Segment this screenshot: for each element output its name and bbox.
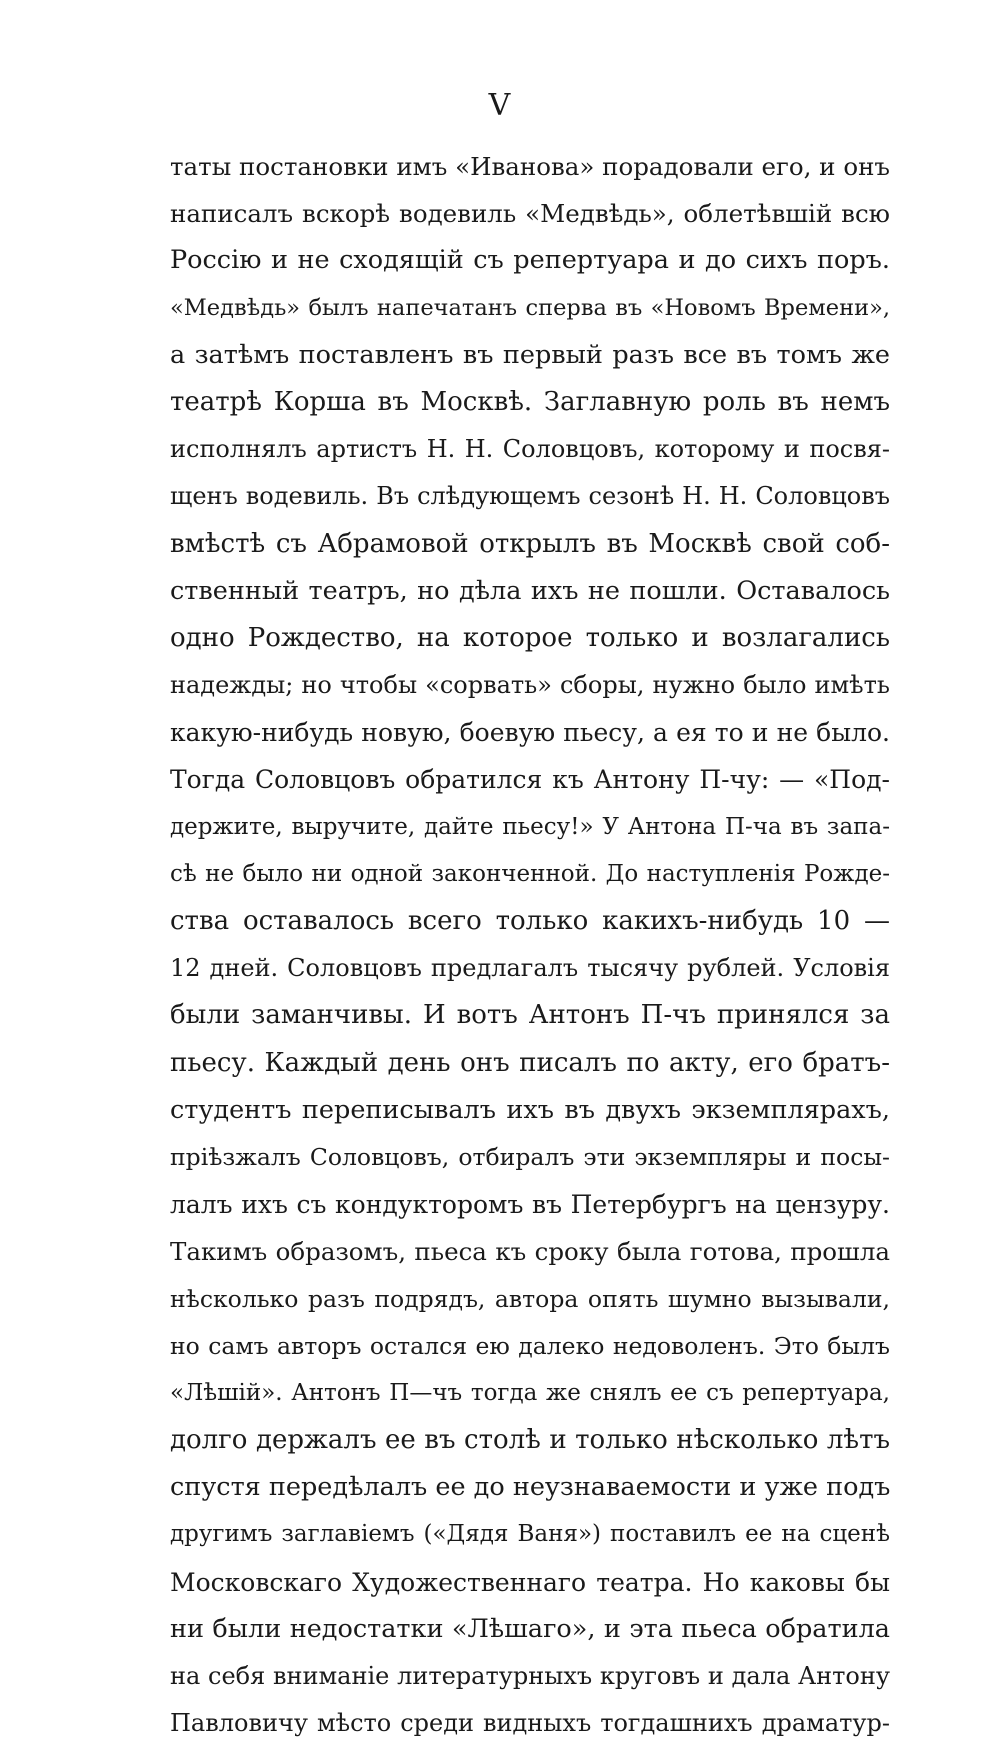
text-line: спустя передѣлалъ ее до неузнаваемости и уже подъ: [170, 1472, 890, 1503]
text-line: ственный театръ, но дѣла ихъ не пошли. Оставалось: [170, 575, 890, 606]
text-line: долго держалъ ее въ столѣ и только нѣсколько лѣтъ: [170, 1425, 890, 1456]
text-line: надежды; но чтобы «сорвать» сборы, нужно было имѣть: [170, 671, 890, 700]
text-line: вмѣстѣ съ Абрамовой открылъ въ Москвѣ свой соб-: [170, 528, 890, 559]
text-line: Павловичу мѣсто среди видныхъ тогдашнихъ драматур-: [170, 1709, 890, 1738]
text-line: но самъ авторъ остался ею далеко недоволенъ. Это былъ: [170, 1331, 890, 1360]
text-line: пьесу. Каждый день онъ писалъ по акту, его братъ-: [170, 1047, 890, 1078]
text-line: исполнялъ артистъ Н. Н. Соловцовъ, которому и посвя-: [170, 435, 890, 464]
text-line: щенъ водевиль. Въ слѣдующемъ сезонѣ Н. Н. Соловцовъ: [170, 482, 890, 511]
body-text: [170, 143, 890, 1747]
text-line: театрѣ Корша въ Москвѣ. Заглавную роль въ немъ: [170, 386, 890, 417]
text-line: Московскаго Художественнаго театра. Но каковы бы: [170, 1567, 890, 1597]
text-line: Тогда Соловцовъ обратился къ Антону П-чу: — «Под-: [170, 765, 890, 795]
text-line: таты постановки имъ «Иванова» порадовали его, и онъ: [170, 152, 890, 181]
text-line: написалъ вскорѣ водевиль «Медвѣдь», облетѣвшій всю: [170, 199, 890, 229]
text-line: «Медвѣдь» былъ напечатанъ сперва въ «Новомъ Времени»,: [170, 294, 890, 321]
text-line: ни были недостатки «Лѣшаго», и эта пьеса обратила: [170, 1613, 890, 1644]
text-line: сѣ не было ни одной законченной. До наступленія Рожде-: [170, 860, 890, 887]
text-line: одно Рождество, на которое только и возлагались: [170, 622, 890, 653]
text-line: нѣсколько разъ подрядъ, автора опять шумно вызывали,: [170, 1284, 890, 1313]
text-line: Россію и не сходящій съ репертуара и до сихъ поръ.: [170, 245, 890, 276]
page-number: V: [488, 88, 512, 123]
text-line: другимъ заглавіемъ («Дядя Ваня») поставилъ ее на сценѣ: [170, 1521, 890, 1548]
text-line: «Лѣшій». Антонъ П—чъ тогда же снялъ ее съ репертуара,: [170, 1379, 890, 1406]
text-line: держите, выручите, дайте пьесу!» У Антона П-ча въ запа-: [170, 813, 890, 840]
text-line: какую-нибудь новую, боевую пьесу, а ея то и не было.: [170, 718, 890, 748]
text-line: на себя вниманіе литературныхъ круговъ и дала Антону: [170, 1662, 890, 1690]
text-line: пріѣзжалъ Соловцовъ, отбиралъ эти экземпляры и посы-: [170, 1142, 890, 1171]
text-line: студентъ переписывалъ ихъ въ двухъ экземплярахъ,: [170, 1094, 890, 1125]
text-line: Такимъ образомъ, пьеса къ сроку была готова, прошла: [170, 1237, 890, 1267]
text-line: 12 дней. Соловцовъ предлагалъ тысячу рублей. Условія: [170, 954, 890, 983]
text-line: ства оставалось всего только какихъ-нибудь 10 —: [170, 906, 890, 936]
text-line: а затѣмъ поставленъ въ первый разъ все въ томъ же: [170, 339, 890, 370]
text-line: были заманчивы. И вотъ Антонъ П-чъ принялся за: [170, 1000, 890, 1031]
text-line: лалъ ихъ съ кондукторомъ въ Петербургъ на цензуру.: [170, 1190, 890, 1220]
